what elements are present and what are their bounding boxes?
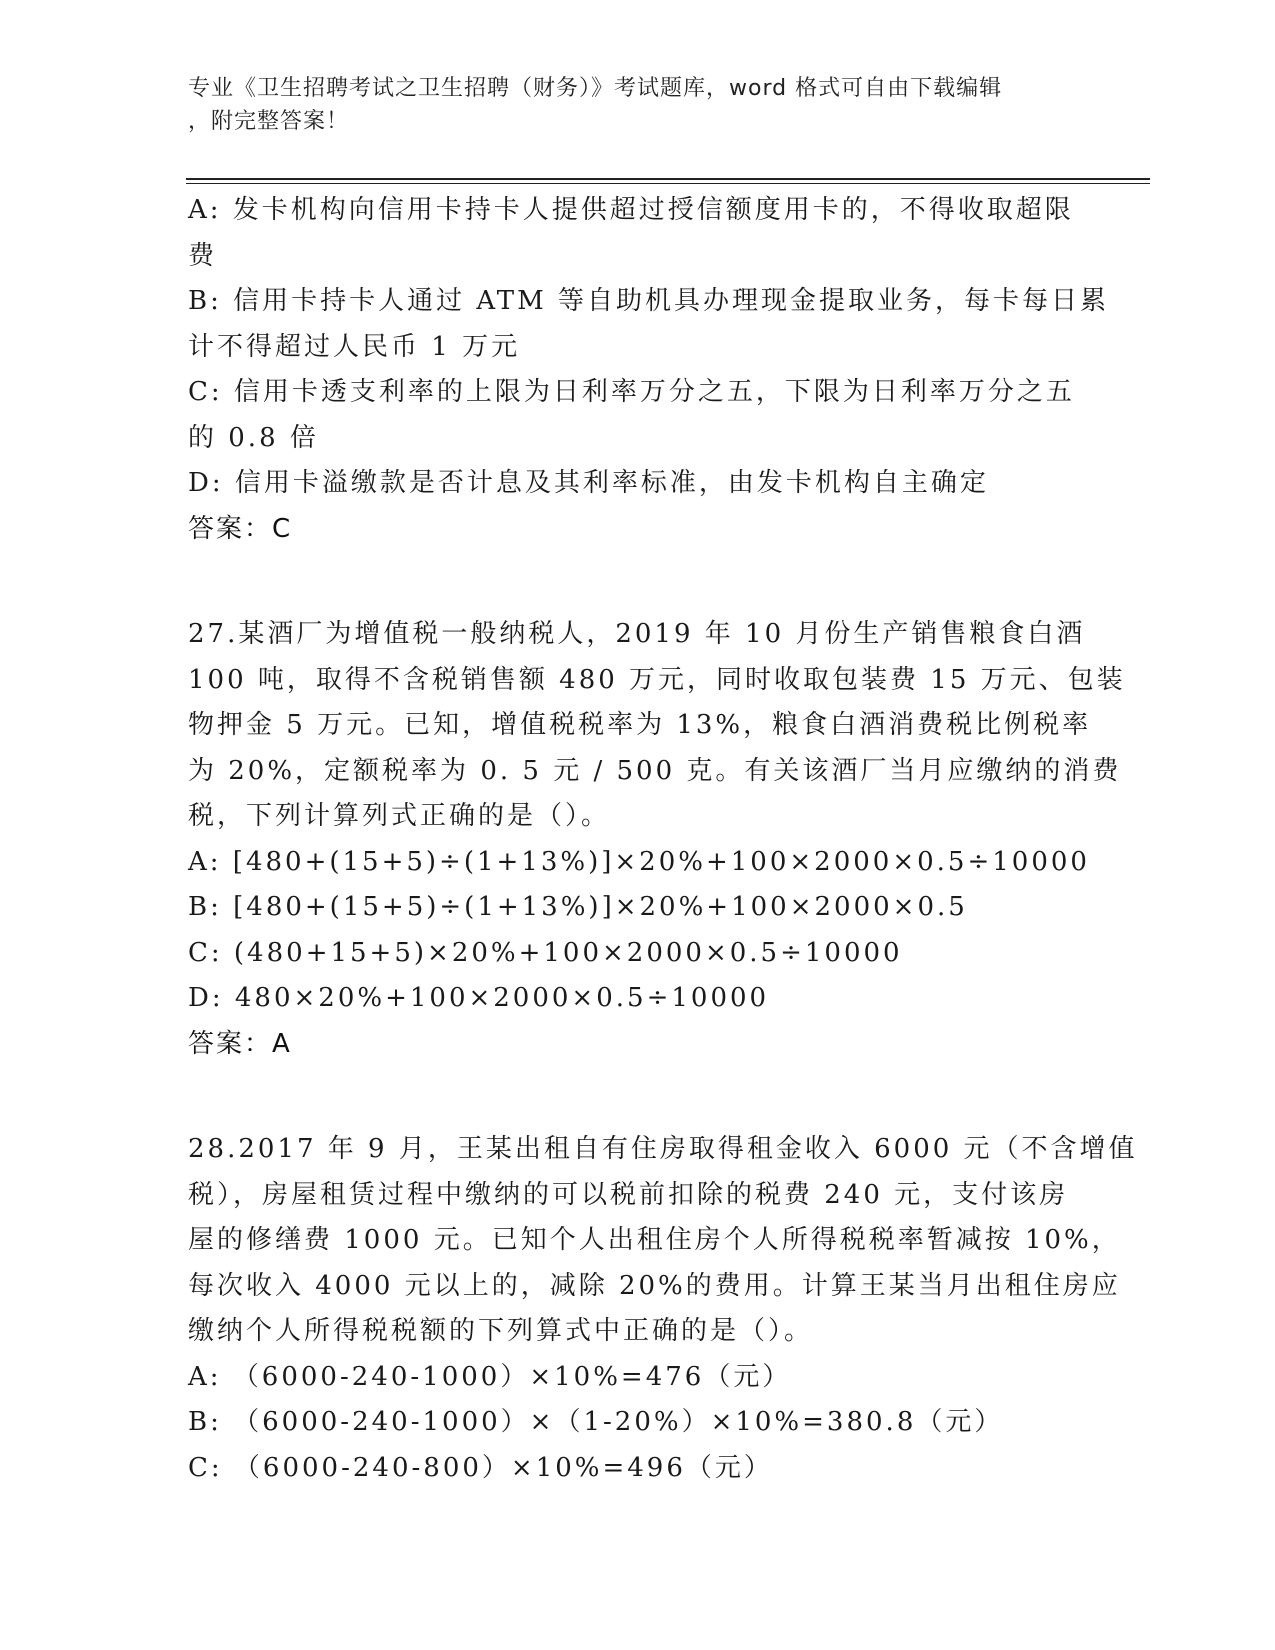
option-c-line-2: 的 0.8 倍 [188,422,319,453]
answer-26: 答案：C [188,513,293,544]
header-divider-thick [186,178,1150,180]
question-27-line-5: 税，下列计算列式正确的是（）。 [188,801,611,831]
question-27 [188,612,1126,1067]
header-divider-thin [186,183,1150,184]
option-d: D: 信用卡溢缴款是否计息及其利率标准，由发卡机构自主确定 [188,468,989,498]
question-28-line-2: 税），房屋租赁过程中缴纳的可以税前扣除的税费 240 元，支付该房 [188,1179,1069,1210]
option-a-line-2: 费 [188,240,218,271]
spacer [188,552,1088,612]
spacer [188,1067,1088,1127]
page-header [188,72,1068,138]
option-a: A: （6000-240-1000）×10%=476（元） [188,1361,792,1392]
question-28-line-4: 每次收入 4000 元以上的，减除 20%的费用。计算王某当月出租住房应 [188,1270,1121,1301]
question-27-line-2: 100 吨，取得不含税销售额 480 万元，同时收取包装费 15 万元、包装 [188,664,1126,695]
option-c-line-1: C: 信用卡透支利率的上限为日利率万分之五，下限为日利率万分之五 [188,377,1075,407]
document-body [188,188,1138,1491]
option-b-line-1: B: 信用卡持卡人通过 ATM 等自助机具办理现金提取业务，每卡每日累 [188,286,1109,316]
option-a: A: [480+(15+5)÷(1+13%)]×20%+100×2000×0.5÷10000 [188,846,1090,877]
option-c: C: (480+15+5)×20%+100×2000×0.5÷10000 [188,937,903,968]
question-27-line-1: 27.某酒厂为增值税一般纳税人，2019 年 10 月份生产销售粮食白酒 [188,619,1086,649]
question-28-line-1: 28.2017 年 9 月，王某出租自有住房取得租金收入 6000 元（不含增值 [188,1134,1138,1164]
question-28 [188,1127,1138,1491]
option-b-line-2: 计不得超过人民币 1 万元 [188,331,521,362]
header-line-2: ，附完整答案！ [188,109,350,134]
option-a-line-1: A: 发卡机构向信用卡持卡人提供超过授信额度用卡的，不得收取超限 [188,195,1074,225]
option-c: C: （6000-240-800）×10%=496（元） [188,1452,773,1483]
question-28-line-5: 缴纳个人所得税税额的下列算式中正确的是（）。 [188,1316,814,1346]
question-27-line-4: 为 20%，定额税率为 0. 5 元 / 500 克。有关该酒厂当月应缴纳的消费 [188,755,1122,786]
option-d: D: 480×20%+100×2000×0.5÷10000 [188,983,770,1013]
option-b: B: （6000-240-1000）×（1-20%）×10%=380.8（元） [188,1407,1004,1437]
question-26-options [188,188,1109,552]
question-27-line-3: 物押金 5 万元。已知，增值税税率为 13%，粮食白酒消费税比例税率 [188,710,1092,740]
option-b: B: [480+(15+5)÷(1+13%)]×20%+100×2000×0.5 [188,892,968,922]
question-28-line-3: 屋的修缮费 1000 元。已知个人出租住房个人所得税税率暂减按 10%， [188,1225,1121,1255]
answer-27: 答案：A [188,1028,292,1059]
header-line-1: 专业《卫生招聘考试之卫生招聘（财务）》考试题库，word 格式可自由下载编辑 [188,76,1003,101]
